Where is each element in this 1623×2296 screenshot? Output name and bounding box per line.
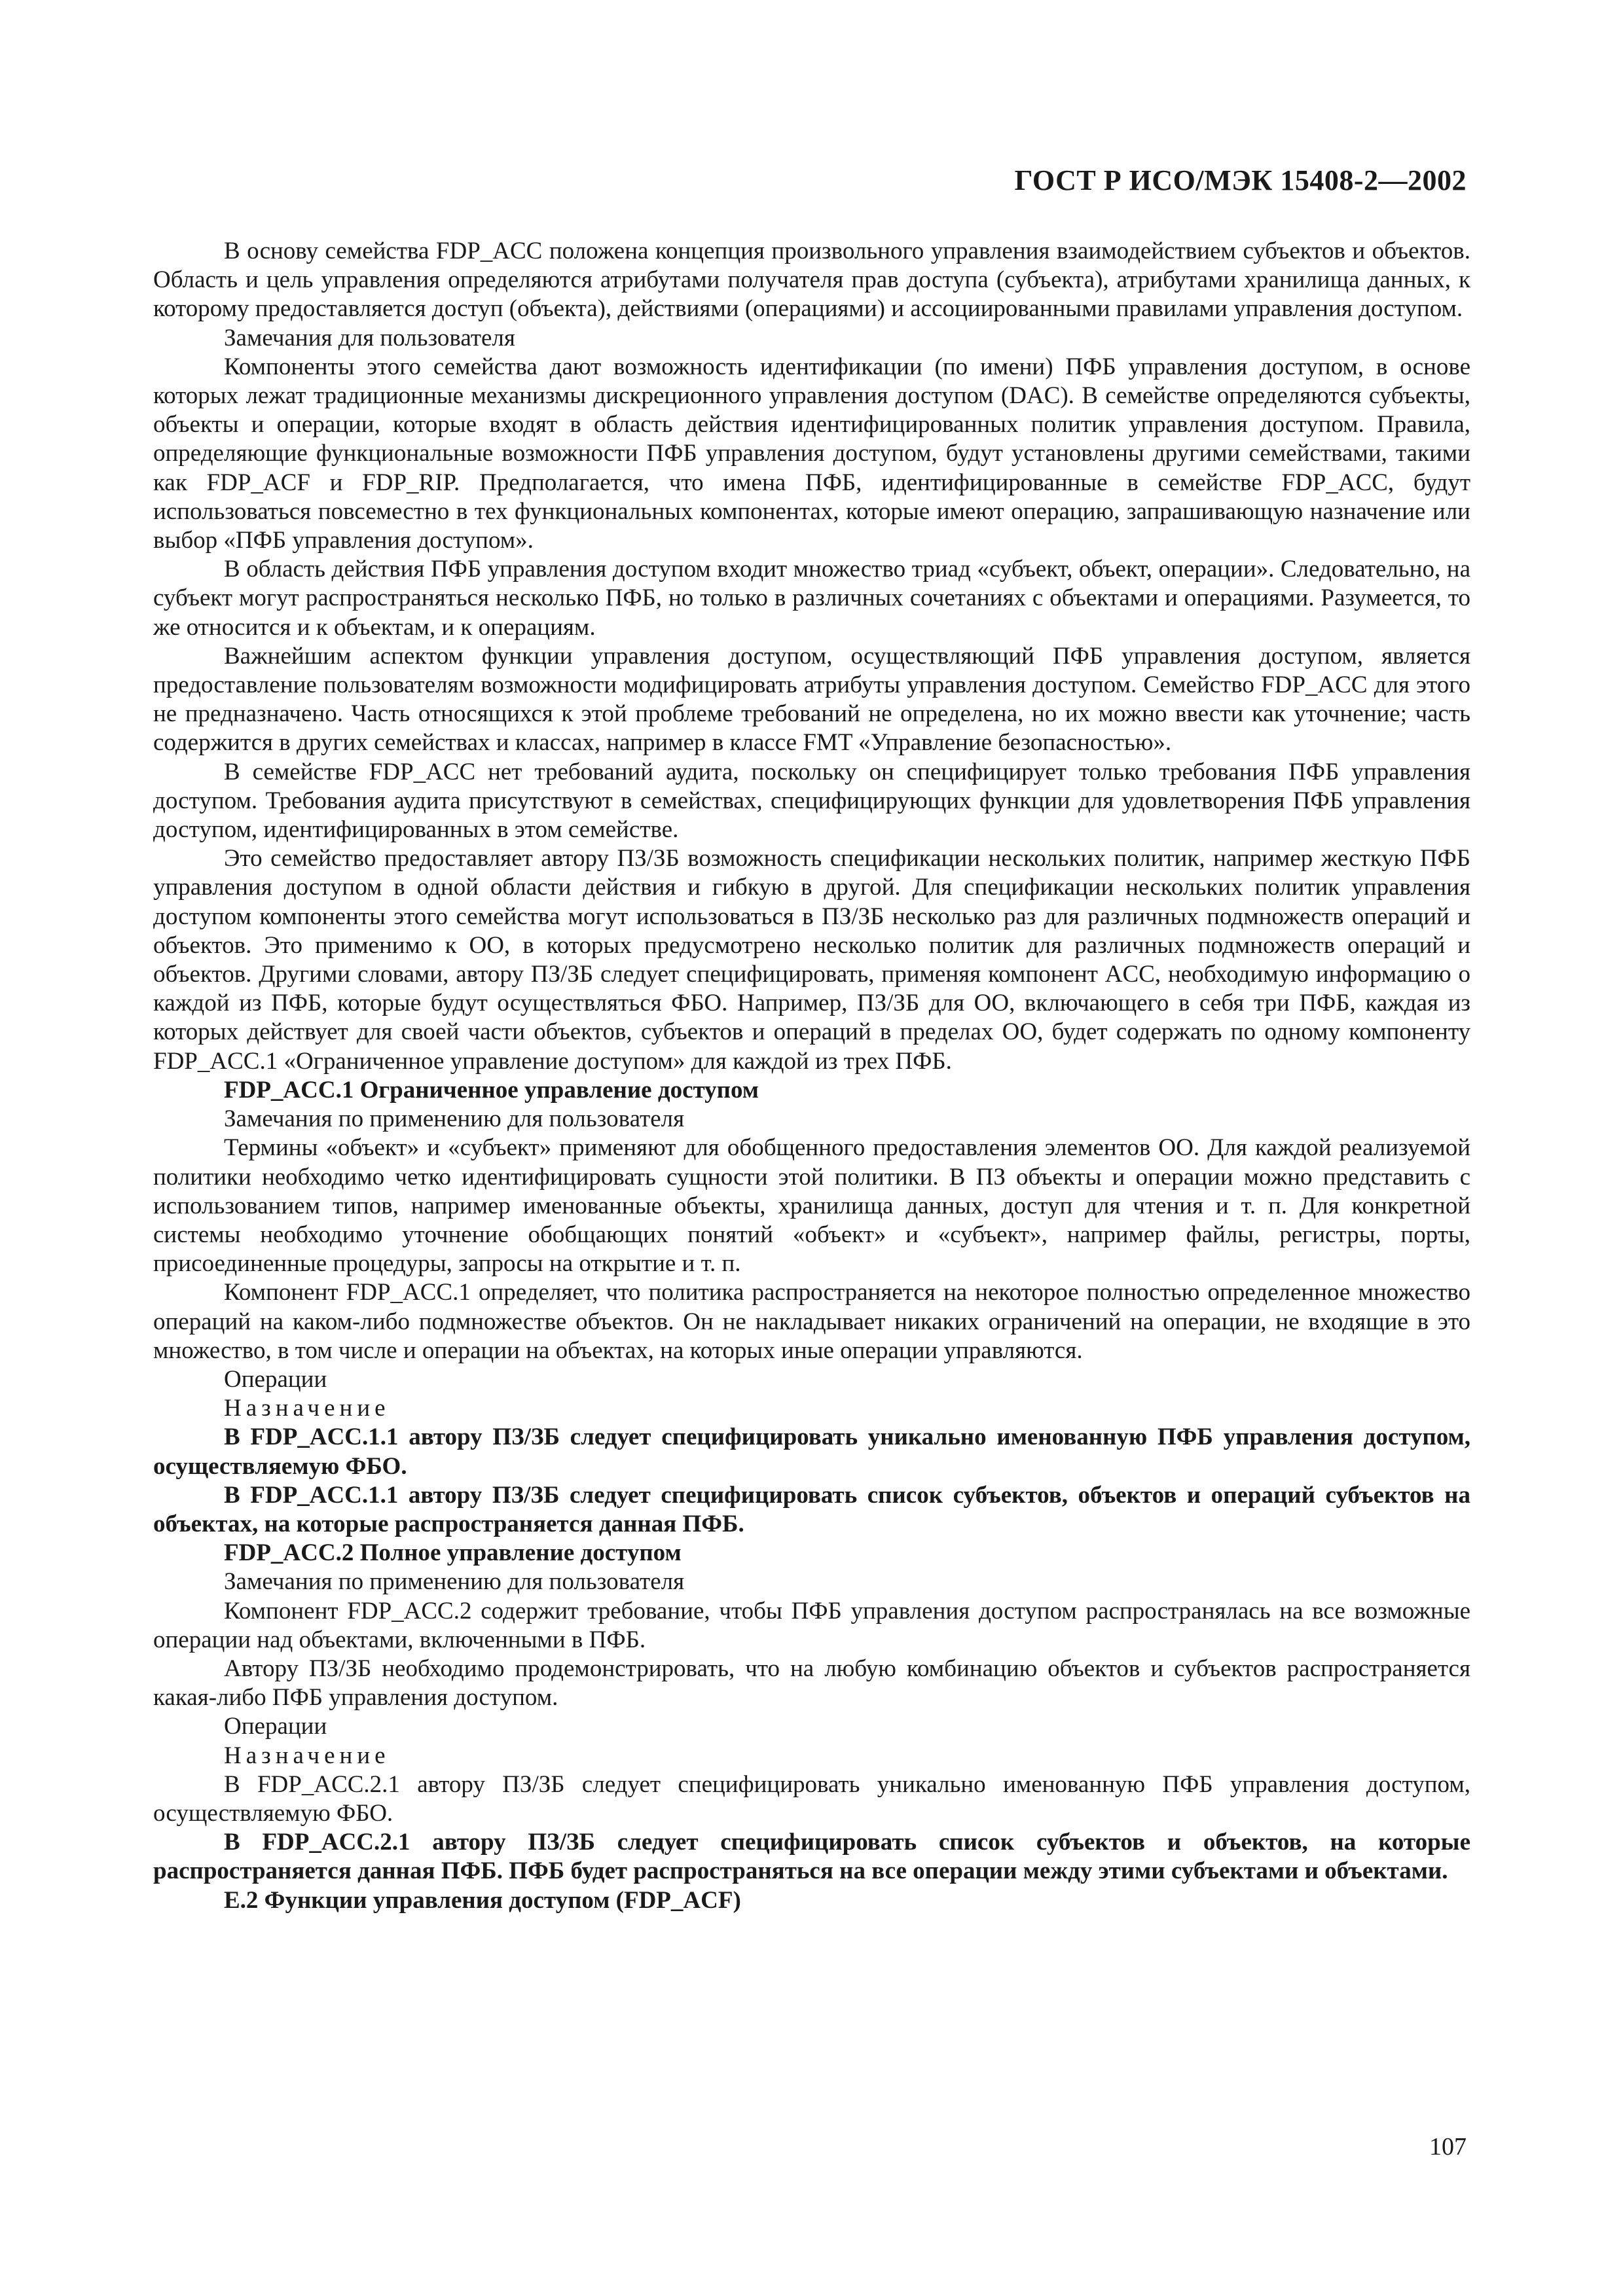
page-number: 107 [1429,2133,1467,2161]
paragraph: Важнейшим аспектом функции управления доступом, осуществляющий ПФБ управления доступом, является предоставление пользователям возможности модифицировать атрибуты управления доступом. Семейство FDP_ACC для этого не предназначено. Часть относящихся к этой проблеме требований не определена, но их можно ввести как уточнение; часть содержится в других семействах и классах, например в классе FMT «Управление безопасностью». [153,642,1470,757]
bold-paragraph: В FDP_ACC.1.1 автору ПЗ/ЗБ следует специфицировать уникально именованную ПФБ управления доступом, осуществляемую ФБО. [153,1424,1470,1480]
bold-paragraph: В FDP_ACC.1.1 автору ПЗ/ЗБ следует специфицировать список субъектов, объектов и операций субъектов на объектах, на которые распространяется данная ПФБ. [153,1481,1470,1537]
paragraph: Назначение [224,1395,390,1422]
paragraph: Это семейство предоставляет автору ПЗ/ЗБ возможность спецификации нескольких политик, например жесткую ПФБ управления доступом в одной области действия и гибкую в другой. Для спецификации нескольких политик управления доступом компоненты этого семейства могут использоваться в ПЗ/ЗБ несколько раз для различных подмножеств операций и объектов. Это применимо к ОО, в которых предусмотрено несколько политик для различных подмножеств операций и объектов. Другими словами, автору ПЗ/ЗБ следует специфицировать, применяя компонент ACC, необходимую информацию о каждой из ПФБ, которые будут осуществляться ФБО. Например, ПЗ/ЗБ для ОО, включающего в себя три ПФБ, каждая из которых действует для своей части объектов, субъектов и операций в пределах ОО, будет содержать по одному компоненту FDP_ACC.1 «Ограниченное управление доступом» для каждой из трех ПФБ. [153,845,1470,1075]
paragraph: Компонент FDP_ACC.2 содержит требование, чтобы ПФБ управления доступом распространялась на все возможные операции над объектами, включенными в ПФБ. [153,1597,1470,1653]
paragraph: В FDP_ACC.2.1 автору ПЗ/ЗБ следует специфицировать уникально именованную ПФБ управления доступом, осуществляемую ФБО. [153,1770,1470,1827]
paragraph: Замечания для пользователя [224,324,515,351]
paragraph: Автору ПЗ/ЗБ необходимо продемонстрировать, что на любую комбинацию объектов и субъектов распространяется какая-либо ПФБ управления доступом. [153,1655,1470,1712]
paragraph: Компонент FDP_ACC.1 определяет, что политика распространяется на некоторое полностью определенное множество операций на каком-либо подмножестве объектов. Он не накладывает никаких ограничений на операции, не входящие в это множество, в том числе и операции на объектах, на которых иные операции управляются. [153,1279,1470,1364]
paragraph: Операции [224,1365,327,1393]
bold-paragraph: FDP_ACC.2 Полное управление доступом [224,1539,682,1567]
paragraph: Назначение [224,1742,390,1769]
paragraph: В основу семейства FDP_ACC положена концепция произвольного управления взаимодействием субъектов и объектов. Область и цель управления определяются атрибутами получателя прав доступа (субъекта), атрибутами хранилища данных, к которому предоставляется доступ (объекта), действиями (операциями) и ассоциированными правилами управления доступом. [153,238,1470,323]
document-body [153,237,1470,1915]
paragraph: Термины «объект» и «субъект» применяют для обобщенного предоставления элементов ОО. Для каждой реализуемой политики необходимо четко идентифицировать сущности этой политики. В ПЗ объекты и операции можно представить с использованием типов, например именованные объекты, хранилища данных, доступ для чтения и т. п. Для конкретной системы необходимо уточнение обобщающих понятий «объект» и «субъект», например файлы, регистры, порты, присоединенные процедуры, запросы на открытие и т. п. [153,1134,1470,1278]
bold-paragraph: Е.2 Функции управления доступом (FDP_ACF) [224,1886,741,1914]
bold-paragraph: FDP_ACC.1 Ограниченное управление доступом [224,1076,759,1103]
paragraph: В область действия ПФБ управления доступом входит множество триад «субъект, объект, операции». Следовательно, на субъект могут распространяться несколько ПФБ, но только в различных сочетаниях с объектами и операциями. Разумеется, то же относится и к объектам, и к операциям. [153,556,1470,641]
paragraph: Замечания по применению для пользователя [224,1105,685,1133]
paragraph: В семействе FDP_ACC нет требований аудита, поскольку он специфицирует только требования ПФБ управления доступом. Требования аудита присутствуют в семействах, специфицирующих функции для удовлетворения ПФБ управления доступом, идентифицированных в этом семействе. [153,758,1470,844]
paragraph: Замечания по применению для пользователя [224,1568,685,1596]
document-header: ГОСТ Р ИСО/МЭК 15408-2—2002 [1014,164,1467,196]
paragraph: Компоненты этого семейства дают возможность идентификации (по имени) ПФБ управления доступом, в основе которых лежат традиционные механизмы дискреционного управления доступом (DAC). В семействе определяются субъекты, объекты и операции, которые входят в область действия идентифицированных политик управления доступом. Правила, определяющие функциональные возможности ПФБ управления доступом, будут установлены другими семействами, такими как FDP_ACF и FDP_RIP. Предполагается, что имена ПФБ, идентифицированные в семействе FDP_ACC, будут использоваться повсеместно в тех функциональных компонентах, которые имеют операцию, запрашивающую назначение или выбор «ПФБ управления доступом». [153,353,1470,554]
paragraph: Операции [224,1713,327,1740]
bold-paragraph: В FDP_ACC.2.1 автору ПЗ/ЗБ следует специфицировать список субъектов и объектов, на которые распространяется данная ПФБ. ПФБ будет распространяться на все операции между этими субъектами и объектами. [153,1829,1470,1885]
